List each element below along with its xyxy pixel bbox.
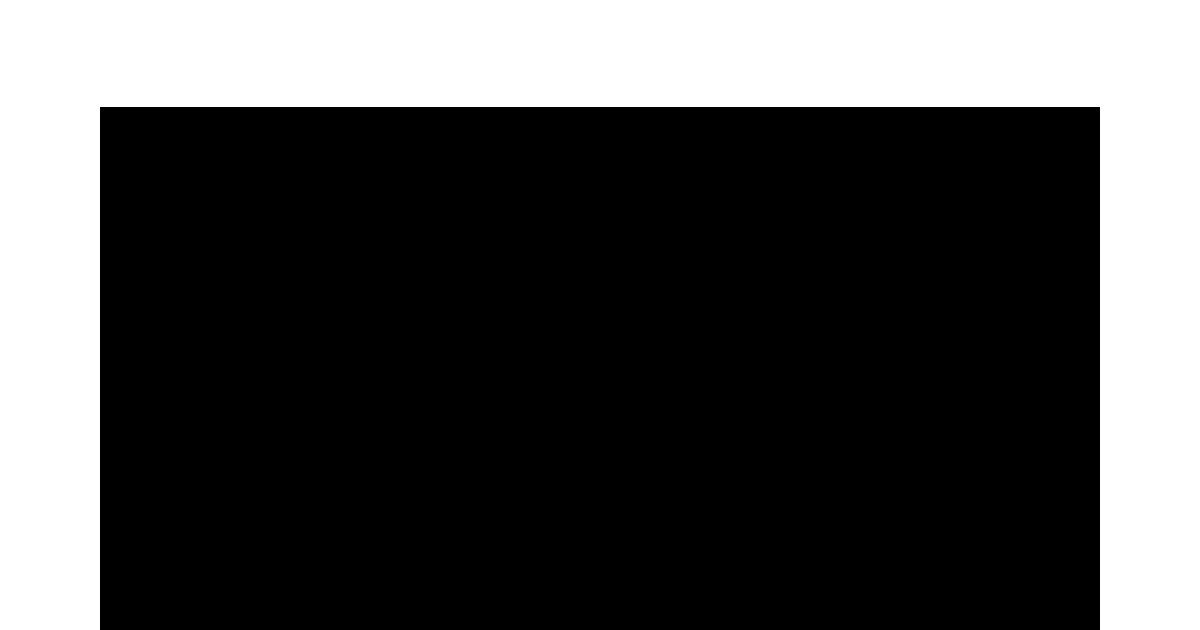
spreadsheet bbox=[100, 107, 1100, 630]
demands-legend bbox=[700, 485, 900, 494]
demands-title bbox=[700, 485, 900, 494]
